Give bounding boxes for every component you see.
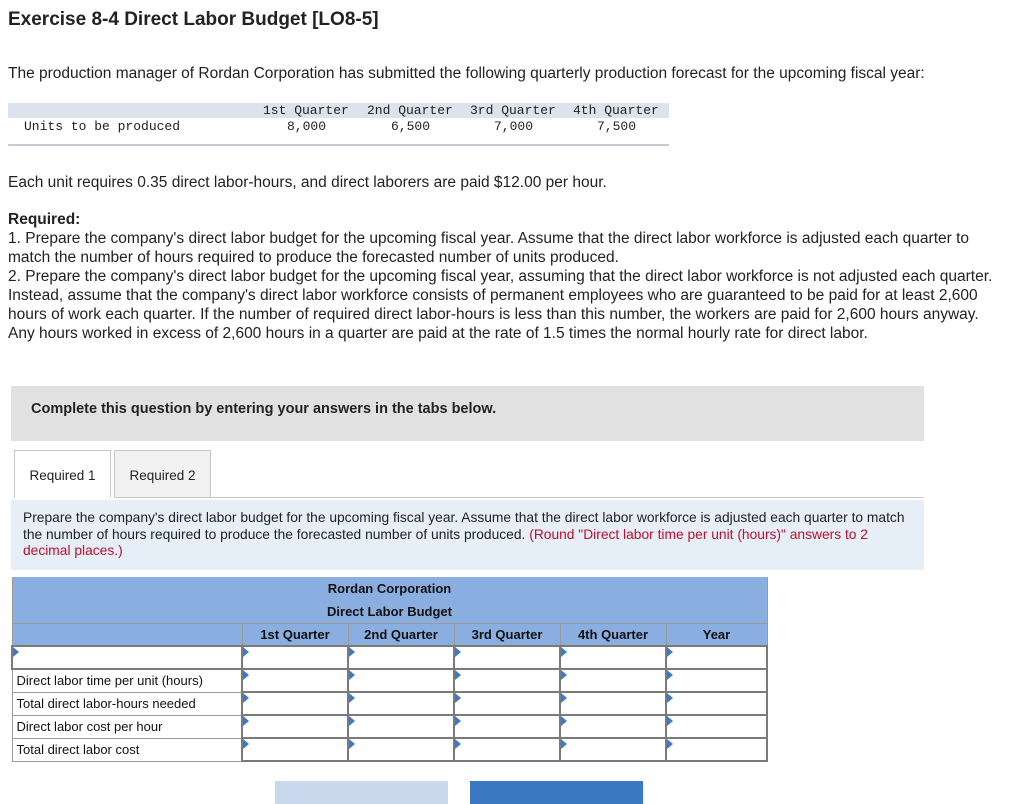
tab-required-2[interactable] — [114, 450, 211, 498]
time-per-unit-q1-input[interactable] — [242, 669, 348, 692]
page-title: Exercise 8-4 Direct Labor Budget [LO8-5] — [8, 9, 379, 30]
intro-text: The production manager of Rordan Corporation has submitted the following quarterly production forecast for the upcoming fiscal year: — [8, 65, 925, 82]
total-hours-q1-input[interactable] — [242, 692, 348, 715]
units-q1-input[interactable] — [242, 646, 348, 669]
tab-divider — [210, 497, 924, 498]
total-cost-year-input[interactable] — [666, 738, 767, 761]
budget-row-total-hours — [12, 692, 767, 715]
total-hours-q3-input[interactable] — [454, 692, 560, 715]
forecast-col-q2: 2nd Quarter — [367, 103, 453, 118]
cost-per-hour-q3-input[interactable] — [454, 715, 560, 738]
total-cost-q3-input[interactable] — [454, 738, 560, 761]
budget-header-q3: 3rd Quarter — [454, 623, 560, 646]
forecast-col-q4: 4th Quarter — [573, 103, 659, 118]
budget-row-time-per-unit — [12, 669, 767, 692]
budget-header-q2: 2nd Quarter — [348, 623, 454, 646]
instruction-banner-text: Complete this question by entering your answers in the tabs below. — [31, 401, 497, 417]
forecast-value-q2: 6,500 — [391, 119, 431, 134]
forecast-table — [8, 103, 669, 149]
cost-per-hour-q1-input[interactable] — [242, 715, 348, 738]
rounding-note: (Round "Direct labor time per unit (hours)" answers to 2 decimal places.) — [23, 526, 868, 558]
row-label-total-cost: Total direct labor cost — [12, 738, 242, 761]
required-section — [8, 210, 1008, 343]
budget-header-q4: 4th Quarter — [560, 623, 666, 646]
budget-title-row — [12, 600, 767, 623]
total-hours-q2-input[interactable] — [348, 692, 454, 715]
budget-row-units — [12, 646, 767, 669]
budget-company-name: Rordan Corporation — [12, 577, 767, 600]
total-hours-year-input[interactable] — [666, 692, 767, 715]
row-label-total-hours: Total direct labor-hours needed — [12, 692, 242, 715]
time-per-unit-q4-input[interactable] — [560, 669, 666, 692]
row-label-input[interactable] — [12, 646, 242, 669]
forecast-value-q3: 7,000 — [494, 119, 534, 134]
row-label-time-per-unit: Direct labor time per unit (hours) — [12, 669, 242, 692]
previous-tab-button[interactable] — [275, 781, 448, 804]
units-q3-input[interactable] — [454, 646, 560, 669]
forecast-bottom-rule — [8, 144, 669, 146]
forecast-col-q3: 3rd Quarter — [470, 103, 556, 118]
budget-header-q1: 1st Quarter — [242, 623, 348, 646]
budget-row-total-cost — [12, 738, 767, 761]
forecast-row-label: Units to be produced — [24, 119, 181, 134]
total-cost-q4-input[interactable] — [560, 738, 666, 761]
next-tab-button[interactable] — [470, 781, 643, 804]
budget-header-year: Year — [666, 623, 767, 646]
forecast-value-q1: 8,000 — [287, 119, 327, 134]
instructions-text: Prepare the company's direct labor budget for the upcoming fiscal year. Assume that the direct labor workforce is adjusted each quarter to match the number of hours required to produce the forecasted number of units produced. — [23, 510, 905, 542]
units-year-input[interactable] — [666, 646, 767, 669]
budget-title: Direct Labor Budget — [12, 600, 767, 623]
cost-per-hour-year-input[interactable] — [666, 715, 767, 738]
forecast-value-q4: 7,500 — [597, 119, 637, 134]
tab-required-2-label: Required 2 — [129, 468, 196, 483]
direct-labor-budget-table — [11, 577, 768, 762]
tab-required-1[interactable] — [14, 450, 111, 498]
required-item-2: 2. Prepare the company's direct labor budget for the upcoming fiscal year, assuming that the direct labor workforce is not adjusted each quarter. Instead, assume that the company's direct labor workforce consists of permanent employees who are guaranteed to be paid for at least 2,600 hours of work each quarter. If the number of required direct labor-hours is less than this number, the workers are paid for 2,600 hours anyway. Any hours worked in excess of 2,600 hours in a quarter are paid at the rate of 1.5 times the normal hourly rate for direct labor. — [8, 268, 993, 342]
required-item-1: 1. Prepare the company's direct labor budget for the upcoming fiscal year. Assume that the direct labor workforce is adjusted each quarter to match the number of hours required to produce the forecasted number of units produced. — [8, 230, 970, 266]
time-per-unit-year-input[interactable] — [666, 669, 767, 692]
assumption-text: Each unit requires 0.35 direct labor-hours, and direct laborers are paid $12.00 per hour. — [8, 174, 607, 191]
row-label-cost-per-hour: Direct labor cost per hour — [12, 715, 242, 738]
units-q2-input[interactable] — [348, 646, 454, 669]
total-cost-q2-input[interactable] — [348, 738, 454, 761]
tab-required-1-label: Required 1 — [29, 468, 96, 483]
budget-column-header-row — [12, 623, 767, 646]
total-hours-q4-input[interactable] — [560, 692, 666, 715]
budget-header-blank — [12, 623, 242, 646]
time-per-unit-q2-input[interactable] — [348, 669, 454, 692]
budget-company-row — [12, 577, 767, 600]
question-instructions — [11, 500, 924, 570]
cost-per-hour-q4-input[interactable] — [560, 715, 666, 738]
units-q4-input[interactable] — [560, 646, 666, 669]
instruction-banner — [11, 386, 924, 441]
required-heading: Required: — [8, 211, 81, 228]
time-per-unit-q3-input[interactable] — [454, 669, 560, 692]
cost-per-hour-q2-input[interactable] — [348, 715, 454, 738]
forecast-col-q1: 1st Quarter — [263, 103, 349, 118]
total-cost-q1-input[interactable] — [242, 738, 348, 761]
budget-row-cost-per-hour — [12, 715, 767, 738]
